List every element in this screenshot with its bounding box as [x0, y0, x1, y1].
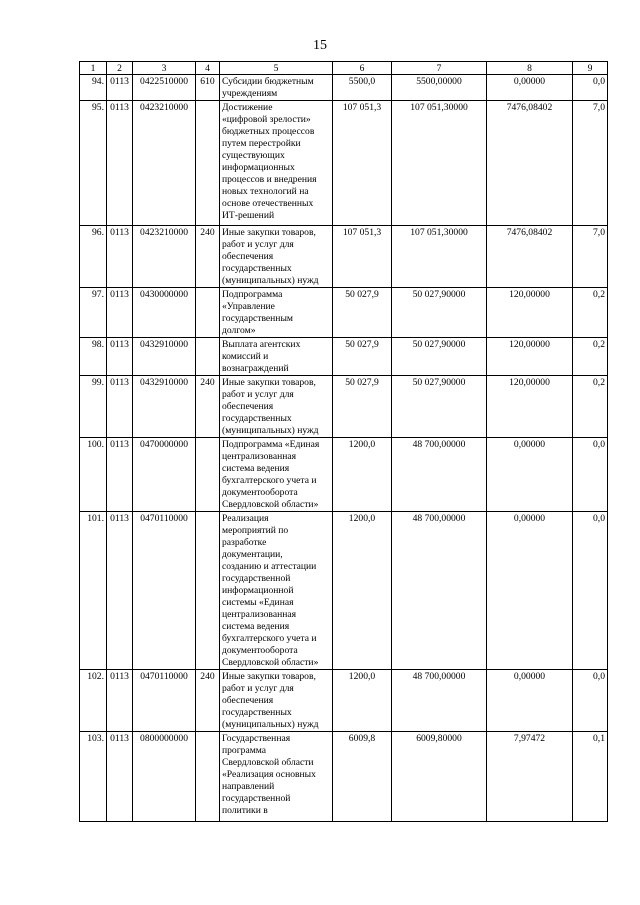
value-col6: 6009,8: [333, 732, 392, 822]
item-name: [220, 338, 333, 376]
column-header-3: 3: [133, 62, 196, 75]
row-number: 97.: [80, 288, 107, 338]
item-name: [220, 670, 333, 732]
item-name-line: информационной: [222, 585, 294, 596]
row-number: 94.: [80, 75, 107, 101]
item-name-line: долгом»: [222, 325, 256, 336]
item-name: [220, 512, 333, 670]
value-col7: 5500,00000: [392, 75, 487, 101]
value-col7: 50 027,90000: [392, 288, 487, 338]
table-row: [80, 226, 608, 288]
item-name-line: Государственная: [222, 733, 291, 744]
item-name-line: направлений: [222, 781, 275, 792]
item-name-line: документооборота: [222, 487, 298, 498]
target-code: 0423210000: [133, 101, 196, 226]
value-col7: 48 700,00000: [392, 512, 487, 670]
column-header-5: 5: [220, 62, 333, 75]
value-col8: 120,00000: [487, 288, 573, 338]
table-row: [80, 512, 608, 670]
item-name-line: ИТ-решений: [222, 210, 275, 221]
item-name-line: работ и услуг для: [222, 389, 294, 400]
item-name-line: Реализация: [222, 513, 269, 524]
item-name: [220, 376, 333, 438]
row-number: 98.: [80, 338, 107, 376]
target-code: 0470110000: [133, 670, 196, 732]
row-number: 95.: [80, 101, 107, 226]
value-col6: 5500,0: [333, 75, 392, 101]
item-name-line: путем перестройки: [222, 138, 301, 149]
section-code: 0113: [107, 75, 133, 101]
item-name-line: (муниципальных) нужд: [222, 425, 319, 436]
item-name-line: централизованная: [222, 451, 297, 462]
value-col7: 107 051,30000: [392, 226, 487, 288]
item-name-line: система ведения: [222, 463, 290, 474]
expense-type: [196, 338, 220, 376]
item-name-line: документации,: [222, 549, 283, 560]
item-name-line: государственных: [222, 413, 292, 424]
target-code: 0422510000: [133, 75, 196, 101]
value-col7: 6009,80000: [392, 732, 487, 822]
expense-type: 240: [196, 226, 220, 288]
value-col6: 1200,0: [333, 512, 392, 670]
expense-type: [196, 732, 220, 822]
value-col8: 0,00000: [487, 438, 573, 512]
value-col6: 1200,0: [333, 670, 392, 732]
item-name-line: бухгалтерского учета и: [222, 633, 317, 644]
item-name: [220, 101, 333, 226]
item-name-line: государственных: [222, 707, 292, 718]
item-name-line: Подпрограмма «Единая: [222, 439, 320, 450]
value-col8: 7,97472: [487, 732, 573, 822]
value-col9: 7,0: [573, 101, 608, 226]
item-name-line: государственным: [222, 313, 293, 324]
value-col9: 0,1: [573, 732, 608, 822]
value-col7: 107 051,30000: [392, 101, 487, 226]
value-col7: 48 700,00000: [392, 438, 487, 512]
value-col9: 0,0: [573, 438, 608, 512]
item-name-line: Иные закупки товаров,: [222, 671, 316, 682]
budget-table: [79, 61, 608, 822]
table-row: [80, 376, 608, 438]
expense-type: [196, 438, 220, 512]
item-name-line: Иные закупки товаров,: [222, 377, 316, 388]
item-name-line: процессов и внедрения: [222, 174, 317, 185]
item-name-line: обеспечения: [222, 695, 274, 706]
column-header-6: 6: [333, 62, 392, 75]
value-col9: 0,2: [573, 338, 608, 376]
column-header-2: 2: [107, 62, 133, 75]
section-code: 0113: [107, 376, 133, 438]
item-name-line: политики в: [222, 805, 268, 816]
column-header-7: 7: [392, 62, 487, 75]
expense-type: [196, 288, 220, 338]
value-col9: 0,2: [573, 376, 608, 438]
value-col6: 50 027,9: [333, 376, 392, 438]
value-col6: 50 027,9: [333, 288, 392, 338]
item-name-line: документооборота: [222, 645, 298, 656]
item-name-line: централизованная: [222, 609, 297, 620]
table-row: [80, 75, 608, 101]
value-col7: 50 027,90000: [392, 376, 487, 438]
value-col9: 0,0: [573, 75, 608, 101]
value-col7: 48 700,00000: [392, 670, 487, 732]
item-name-line: бухгалтерского учета и: [222, 475, 317, 486]
item-name-line: (муниципальных) нужд: [222, 719, 319, 730]
item-name-line: «Реализация основных: [222, 769, 316, 780]
expense-type: [196, 512, 220, 670]
item-name-line: основе отечественных: [222, 198, 314, 209]
item-name-line: Свердловской области»: [222, 499, 319, 510]
row-number: 103.: [80, 732, 107, 822]
item-name-line: Иные закупки товаров,: [222, 227, 316, 238]
value-col8: 120,00000: [487, 338, 573, 376]
value-col8: 0,00000: [487, 670, 573, 732]
item-name-line: обеспечения: [222, 401, 274, 412]
section-code: 0113: [107, 288, 133, 338]
item-name-line: мероприятий по: [222, 525, 289, 536]
value-col8: 0,00000: [487, 75, 573, 101]
row-number: 96.: [80, 226, 107, 288]
table-row: [80, 338, 608, 376]
target-code: 0432910000: [133, 338, 196, 376]
section-code: 0113: [107, 438, 133, 512]
item-name-line: существующих: [222, 150, 285, 161]
table-row: [80, 101, 608, 226]
value-col7: 50 027,90000: [392, 338, 487, 376]
value-col9: 0,0: [573, 512, 608, 670]
item-name-line: государственной: [222, 793, 291, 804]
item-name-line: система ведения: [222, 621, 290, 632]
item-name-line: созданию и аттестации: [222, 561, 317, 572]
value-col9: 0,0: [573, 670, 608, 732]
value-col6: 1200,0: [333, 438, 392, 512]
item-name-line: вознаграждений: [222, 363, 289, 374]
table-row: [80, 670, 608, 732]
item-name: [220, 75, 333, 101]
column-header-1: 1: [80, 62, 107, 75]
item-name-line: (муниципальных) нужд: [222, 275, 319, 286]
table-row: [80, 438, 608, 512]
column-header-4: 4: [196, 62, 220, 75]
item-name: [220, 438, 333, 512]
value-col6: 50 027,9: [333, 338, 392, 376]
item-name: [220, 226, 333, 288]
section-code: 0113: [107, 101, 133, 226]
item-name-line: новых технологий на: [222, 186, 309, 197]
expense-type: 240: [196, 670, 220, 732]
item-name-line: «цифровой зрелости»: [222, 114, 311, 125]
item-name-line: Свердловской области»: [222, 657, 319, 668]
section-code: 0113: [107, 226, 133, 288]
item-name-line: комиссий и: [222, 351, 269, 362]
expense-type: 240: [196, 376, 220, 438]
value-col8: 120,00000: [487, 376, 573, 438]
section-code: 0113: [107, 732, 133, 822]
item-name-line: системы «Единая: [222, 597, 294, 608]
item-name-line: работ и услуг для: [222, 239, 294, 250]
value-col8: 7476,08402: [487, 226, 573, 288]
item-name-line: Выплата агентских: [222, 339, 301, 350]
table-header-row: [80, 62, 608, 75]
value-col8: 0,00000: [487, 512, 573, 670]
section-code: 0113: [107, 338, 133, 376]
target-code: 0470110000: [133, 512, 196, 670]
column-header-8: 8: [487, 62, 573, 75]
item-name-line: обеспечения: [222, 251, 274, 262]
item-name-line: бюджетных процессов: [222, 126, 315, 137]
item-name-line: Достижение: [222, 102, 273, 113]
value-col9: 0,2: [573, 288, 608, 338]
item-name: [220, 288, 333, 338]
item-name-line: Субсидии бюджетным: [222, 76, 314, 87]
value-col8: 7476,08402: [487, 101, 573, 226]
row-number: 99.: [80, 376, 107, 438]
row-number: 100.: [80, 438, 107, 512]
value-col6: 107 051,3: [333, 226, 392, 288]
expense-type: 610: [196, 75, 220, 101]
target-code: 0430000000: [133, 288, 196, 338]
item-name-line: «Управление: [222, 301, 275, 312]
item-name-line: Подпрограмма: [222, 289, 283, 300]
table-row: [80, 732, 608, 822]
value-col9: 7,0: [573, 226, 608, 288]
target-code: 0423210000: [133, 226, 196, 288]
table-row: [80, 288, 608, 338]
section-code: 0113: [107, 670, 133, 732]
item-name: [220, 732, 333, 822]
section-code: 0113: [107, 512, 133, 670]
target-code: 0470000000: [133, 438, 196, 512]
row-number: 102.: [80, 670, 107, 732]
target-code: 0432910000: [133, 376, 196, 438]
column-header-9: 9: [573, 62, 608, 75]
item-name-line: государственных: [222, 263, 292, 274]
value-col6: 107 051,3: [333, 101, 392, 226]
item-name-line: информационных: [222, 162, 295, 173]
item-name-line: программа: [222, 745, 267, 756]
row-number: 101.: [80, 512, 107, 670]
expense-type: [196, 101, 220, 226]
page-number: 15: [313, 38, 327, 53]
target-code: 0800000000: [133, 732, 196, 822]
item-name-line: работ и услуг для: [222, 683, 294, 694]
item-name-line: учреждениям: [222, 88, 278, 99]
item-name-line: Свердловской области: [222, 757, 314, 768]
item-name-line: разработке: [222, 537, 267, 548]
item-name-line: государственной: [222, 573, 291, 584]
